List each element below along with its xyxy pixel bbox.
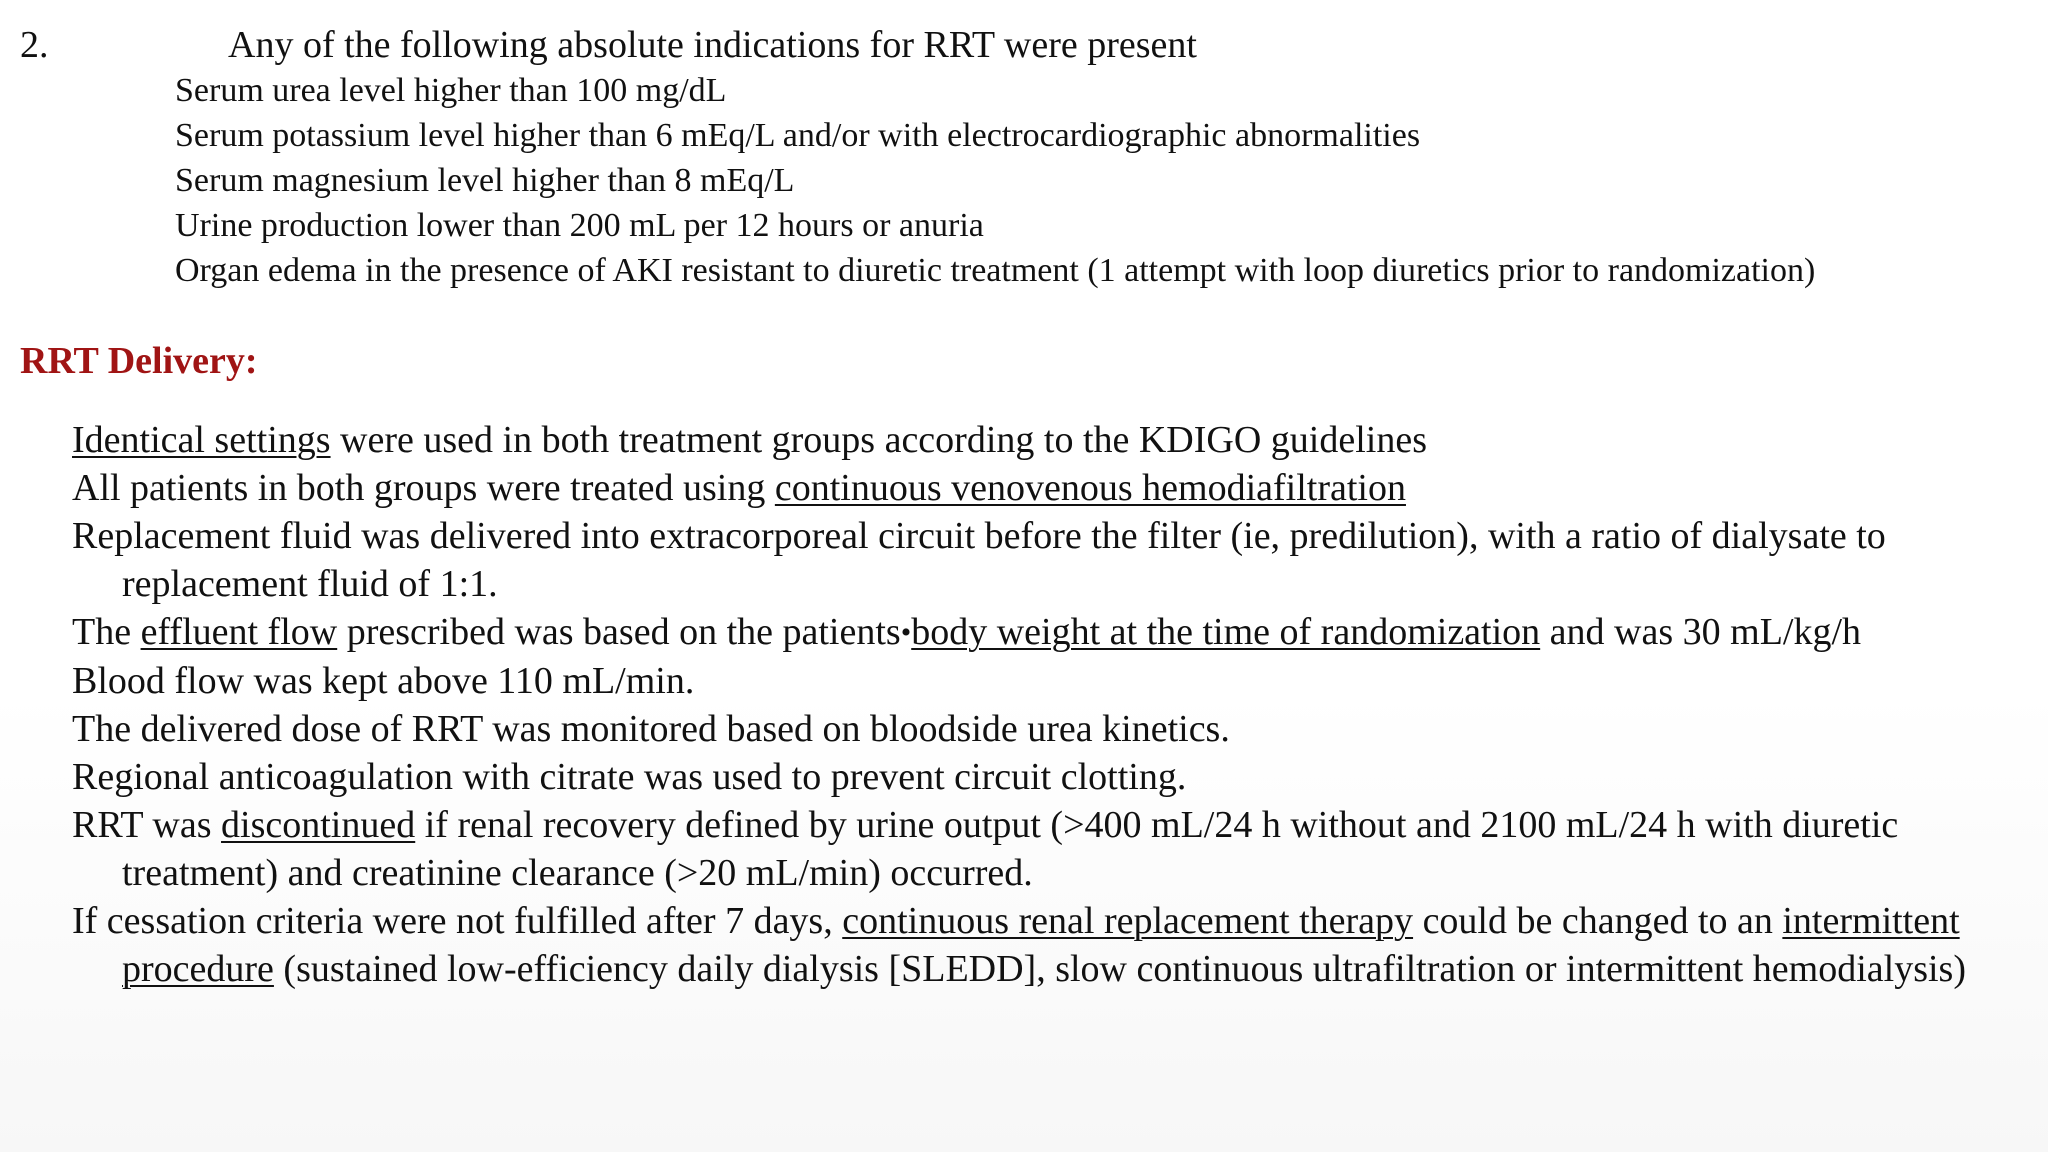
delivery-item-effluent-flow xyxy=(72,608,2032,657)
indication-item: Serum potassium level higher than 6 mEq/L and/or with electrocardiographic abnormalities xyxy=(175,117,1421,154)
delivery-text: were used in both treatment groups according to the KDIGO guidelines xyxy=(330,419,1427,461)
delivery-text: Regional anticoagulation with citrate was used to prevent circuit clotting. xyxy=(72,756,1187,798)
indications-section xyxy=(20,22,2020,293)
delivery-item-replacement-fluid xyxy=(72,512,2032,608)
underlined-term: body weight at the time of randomization xyxy=(911,611,1541,653)
rrt-delivery-heading: RRT Delivery: xyxy=(20,340,258,382)
underlined-term: continuous venovenous hemodiafiltration xyxy=(774,467,1406,509)
delivery-item-modality xyxy=(72,464,2032,512)
delivery-text: could be changed to an xyxy=(1413,900,1783,942)
underlined-term: discontinued xyxy=(221,804,416,846)
item-number: 2. xyxy=(20,24,49,66)
delivery-text: prescribed was based on the patients xyxy=(337,611,901,653)
delivery-text: (sustained low-efficiency daily dialysis [SLEDD], slow continuous ultrafiltration or intermittent hemodialysis) xyxy=(273,948,1966,990)
delivery-text: All patients in both groups were treated using xyxy=(72,467,775,509)
delivery-text: The xyxy=(72,611,141,653)
delivery-item-anticoagulation xyxy=(72,753,2032,801)
indications-title: Any of the following absolute indications for RRT were present xyxy=(228,24,1197,66)
delivery-text: and was 30 mL/kg/h xyxy=(1540,611,1862,653)
delivery-item-settings xyxy=(72,416,2032,464)
indication-item: Serum magnesium level higher than 8 mEq/L xyxy=(175,162,795,199)
delivery-text: RRT was xyxy=(72,804,222,846)
delivery-text: The delivered dose of RRT was monitored based on bloodside urea kinetics. xyxy=(72,708,1230,750)
indications-header xyxy=(20,22,2020,68)
underlined-term: intermittent procedure xyxy=(122,900,1960,990)
rrt-delivery-list xyxy=(72,416,2032,993)
indication-item: Serum urea level higher than 100 mg/dL xyxy=(175,72,727,109)
delivery-item-blood-flow xyxy=(72,657,2032,705)
bullet-dot: • xyxy=(900,616,912,649)
delivery-text: Blood flow was kept above 110 mL/min. xyxy=(72,660,695,702)
underlined-term: Identical settings xyxy=(72,419,331,461)
indications-list xyxy=(20,68,2020,293)
delivery-text: If cessation criteria were not fulfilled after 7 days, xyxy=(72,900,843,942)
delivery-text: if renal recovery defined by urine output (>400 mL/24 h without and 2100 mL/24 h with diuretic treatment) and creatinine clearance (>20 mL/min) occurred. xyxy=(122,804,1899,894)
delivery-item-discontinuation xyxy=(72,801,2032,897)
delivery-item-dose-monitoring xyxy=(72,705,2032,753)
underlined-term: effluent flow xyxy=(140,611,338,653)
indication-item: Urine production lower than 200 mL per 12 hours or anuria xyxy=(175,207,984,244)
delivery-item-cessation xyxy=(72,897,2032,993)
indication-item: Organ edema in the presence of AKI resistant to diuretic treatment (1 attempt with loop diuretics prior to randomization) xyxy=(175,252,1816,289)
delivery-text: Replacement fluid was delivered into extracorporeal circuit before the filter (ie, predilution), with a ratio of dialysate to replacement fluid of 1:1. xyxy=(72,515,1886,605)
underlined-term: continuous renal replacement therapy xyxy=(842,900,1414,942)
